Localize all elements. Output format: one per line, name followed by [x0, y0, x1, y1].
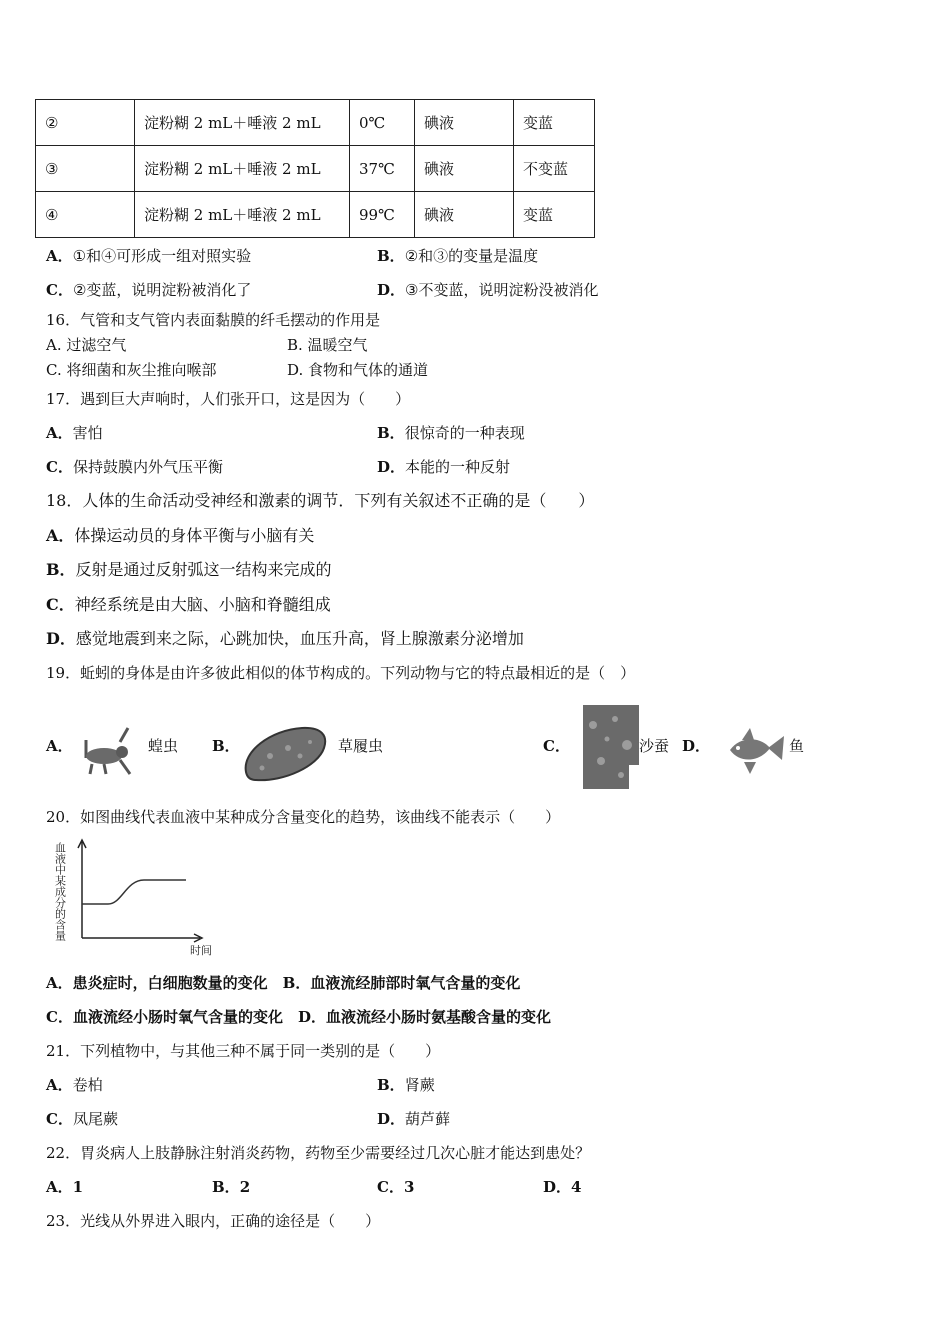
option-letter: C．: [46, 458, 73, 476]
option-letter: C．: [377, 1178, 404, 1196]
content-cell: 淀粉糊 2 mL＋唾液 2 mL: [135, 146, 350, 192]
q17-option-d[interactable]: [377, 457, 510, 477]
reagent-cell: 碘液: [415, 146, 514, 192]
q15-option-d[interactable]: [377, 280, 598, 300]
result-cell: 不变蓝: [514, 146, 595, 192]
q15-option-c[interactable]: [46, 280, 251, 300]
q23-stem: 23．光线从外界进入眼内，正确的途径是（ ）: [46, 1212, 381, 1230]
table-row: [36, 146, 595, 192]
option-text: 神经系统是由大脑、小脑和脊髓组成: [74, 595, 331, 614]
q16-stem: 16．气管和支气管内表面黏膜的纤毛摆动的作用是: [46, 311, 381, 329]
tube-cell: ②: [36, 100, 135, 146]
tube-cell: ③: [36, 146, 135, 192]
result-cell: 变蓝: [514, 192, 595, 238]
q19-letter-c[interactable]: C．: [543, 737, 570, 755]
q21-option-d[interactable]: [377, 1109, 450, 1129]
q20-stem: 20．如图曲线代表血液中某种成分含量变化的趋势，该曲线不能表示（ ）: [46, 808, 561, 826]
option-text: 本能的一种反射: [405, 458, 511, 476]
q19-option-d-label[interactable]: 鱼: [789, 737, 805, 755]
table-row: [36, 192, 595, 238]
q16-option-a[interactable]: A. 过滤空气: [46, 336, 127, 354]
q16-option-d[interactable]: D. 食物和气体的通道: [287, 361, 429, 379]
option-text: 保持鼓膜内外气压平衡: [72, 458, 223, 476]
q22-option-c[interactable]: [377, 1177, 414, 1197]
q22-option-d[interactable]: [543, 1177, 581, 1197]
q16-option-b[interactable]: B. 温暖空气: [287, 336, 368, 354]
option-letter: D．: [543, 1178, 572, 1196]
q17-option-b[interactable]: [377, 423, 525, 443]
option-text: 4: [571, 1178, 582, 1196]
option-text: ②变蓝，说明淀粉被消化了: [72, 281, 252, 299]
content-cell: 淀粉糊 2 mL＋唾液 2 mL: [135, 100, 350, 146]
x-axis-label: 时间: [190, 944, 212, 957]
experiment-table: [35, 99, 595, 238]
option-text: 1: [72, 1178, 84, 1196]
q19-option-b-label[interactable]: 草履虫: [338, 737, 384, 755]
trend-curve: [82, 880, 186, 904]
option-text: 体操运动员的身体平衡与小脑有关: [74, 526, 315, 545]
reagent-cell: 碘液: [415, 100, 514, 146]
q19-option-c-label[interactable]: 沙蚕: [639, 737, 670, 755]
q16-option-c[interactable]: C. 将细菌和灰尘推向喉部: [46, 361, 217, 379]
option-letter: D．: [377, 1110, 406, 1128]
tube-cell: ④: [36, 192, 135, 238]
option-text: 卷柏: [72, 1076, 103, 1094]
option-letter: D．: [377, 281, 406, 299]
option-letter: B．: [212, 1178, 240, 1196]
option-letter: C．: [46, 1110, 73, 1128]
option-letter: A．: [46, 526, 75, 545]
q18-option-a[interactable]: [46, 526, 314, 546]
option-letter: C．: [46, 595, 75, 614]
option-text: 凤尾蕨: [72, 1110, 118, 1128]
option-text: 害怕: [72, 424, 103, 442]
option-letter: B．: [46, 560, 76, 579]
fish-icon: [720, 722, 786, 778]
option-text: 2: [239, 1178, 251, 1196]
option-letter: B．: [377, 1076, 405, 1094]
q22-stem: 22．胃炎病人上肢静脉注射消炎药物，药物至少需要经过几次心脏才能达到患处？: [46, 1144, 591, 1162]
option-letter: B．: [377, 424, 405, 442]
q20-options-cd[interactable]: C．血液流经小肠时氧气含量的变化 D．血液流经小肠时氨基酸含量的变化: [46, 1008, 551, 1026]
q19-stem: 19．蚯蚓的身体是由许多彼此相似的体节构成的。下列动物与它的特点最相近的是（ ）: [46, 664, 636, 682]
q21-stem: 21．下列植物中，与其他三种不属于同一类别的是（ ）: [46, 1042, 441, 1060]
option-letter: D．: [46, 629, 76, 648]
temp-cell: 0℃: [350, 100, 415, 146]
option-text: 感觉地震到来之际，心跳加快，血压升高，肾上腺激素分泌增加: [75, 629, 524, 648]
option-letter: A．: [46, 1076, 73, 1094]
table-row: [36, 100, 595, 146]
q19-letter-d[interactable]: D．: [682, 737, 711, 755]
q21-option-b[interactable]: [377, 1075, 435, 1095]
q17-stem: 17．遇到巨大声响时，人们张开口，这是因为（ ）: [46, 390, 411, 408]
option-text: ①和④可形成一组对照实验: [72, 247, 252, 265]
q21-option-c[interactable]: [46, 1109, 118, 1129]
q18-option-d[interactable]: [46, 629, 524, 649]
option-letter: A．: [46, 424, 73, 442]
option-text: 肾蕨: [404, 1076, 435, 1094]
option-letter: A．: [46, 247, 73, 265]
q22-option-a[interactable]: [46, 1177, 83, 1197]
temp-cell: 99℃: [350, 192, 415, 238]
q18-stem: 18．人体的生命活动受神经和激素的调节．下列有关叙述不正确的是（ ）: [46, 491, 595, 510]
option-text: 葫芦藓: [405, 1110, 451, 1128]
q22-option-b[interactable]: [212, 1177, 250, 1197]
option-text: 很惊奇的一种表现: [404, 424, 525, 442]
sandworm-icon: [583, 705, 639, 789]
q19-letter-a[interactable]: A．: [46, 737, 73, 755]
q15-option-a[interactable]: [46, 246, 251, 266]
option-text: 反射是通过反射弧这一结构来完成的: [75, 560, 332, 579]
y-axis-label: 血液中某成分的含量: [53, 842, 67, 941]
reagent-cell: 碘液: [415, 192, 514, 238]
q17-option-a[interactable]: [46, 423, 103, 443]
q17-option-c[interactable]: [46, 457, 223, 477]
q19-letter-b[interactable]: B．: [212, 737, 240, 755]
q15-option-b[interactable]: [377, 246, 538, 266]
option-letter: D．: [377, 458, 406, 476]
paramecium-icon: [240, 722, 330, 784]
content-cell: 淀粉糊 2 mL＋唾液 2 mL: [135, 192, 350, 238]
option-text: 3: [403, 1178, 415, 1196]
option-letter: C．: [46, 281, 73, 299]
option-text: ③不变蓝，说明淀粉没被消化: [405, 281, 599, 299]
option-letter: B．: [377, 247, 405, 265]
q18-option-b[interactable]: [46, 560, 332, 580]
q20-options-ab[interactable]: A．患炎症时，白细胞数量的变化 B．血液流经肺部时氧气含量的变化: [46, 974, 521, 992]
q19-option-a-label[interactable]: 蝗虫: [148, 737, 179, 755]
option-text: ②和③的变量是温度: [404, 247, 539, 265]
temp-cell: 37℃: [350, 146, 415, 192]
option-letter: A．: [46, 1178, 73, 1196]
result-cell: 变蓝: [514, 100, 595, 146]
blood-component-curve-chart: [53, 836, 230, 957]
grasshopper-icon: [80, 720, 142, 776]
q18-option-c[interactable]: [46, 595, 331, 615]
q21-option-a[interactable]: [46, 1075, 103, 1095]
